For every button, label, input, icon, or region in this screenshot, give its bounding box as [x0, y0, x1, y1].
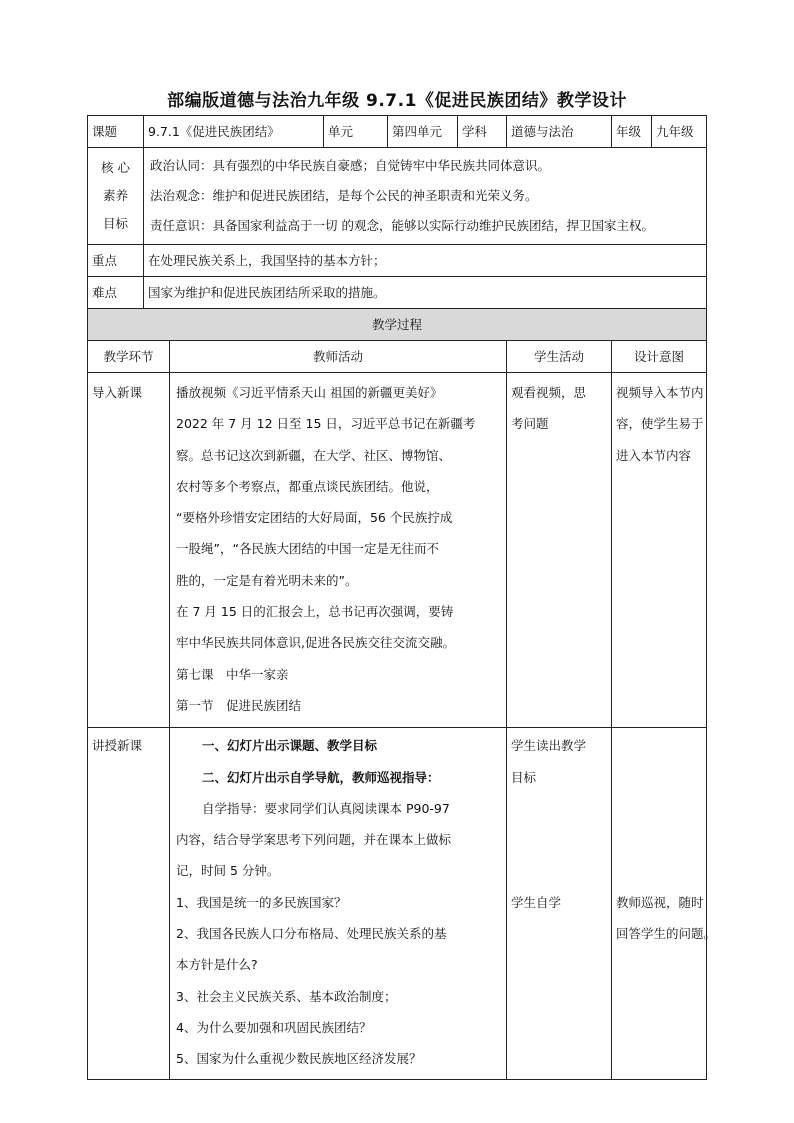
teacher-activity-cell: 播放视频《习近平情系天山 祖国的新疆更美好》 2022 年 7 月 12 日至 15 日，习近平总书记在新疆考 察。总书记这次到新疆，在大学、社区、博物馆、 农村等多个考察点，都重点谈民族团结。他说， “要格外珍惜安定团结的大好局面，56 个民族拧成 一股绳”，“各民族大团结的中国一定是无往而不 胜的，一定是有着光明未来的”。 在 7 月 15 日的汇报会上，总书记再次强调，要铸 牢中华民族共同体意识,促进各民族交往交流交融。 第七课 中华一家亲 第一节 促进民族团结	[170, 373, 507, 728]
core-item: 责任意识：具备国家利益高于一切 的观念，能够以实际行动维护民族团结，捍卫国家主权。	[150, 218, 654, 233]
lesson-label: 课题	[88, 116, 144, 148]
col-student: 学生活动	[507, 341, 612, 373]
difficulty-text: 国家为维护和促进民族团结所采取的措施。	[144, 277, 707, 309]
key-point-text: 在处理民族关系上，我国坚持的基本方针；	[144, 245, 707, 277]
grade-value: 九年级	[652, 116, 707, 148]
difficulty-label: 难点	[88, 277, 144, 309]
subject-value: 道德与法治	[507, 116, 612, 148]
document-title: 部编版道德与法治九年级 9.7.1《促进民族团结》教学设计	[167, 91, 627, 111]
lesson-plan-table	[87, 115, 717, 1080]
design-intent-cell: 教师巡视，随时 回答学生的问题。	[612, 728, 707, 1079]
col-stage: 教学环节	[88, 341, 170, 373]
key-point-label: 重点	[88, 245, 144, 277]
unit-value: 第四单元	[388, 116, 458, 148]
key-point-row	[88, 245, 707, 277]
column-header-row	[88, 341, 707, 373]
teacher-activity-cell: 一、幻灯片出示课题、教学目标 二、幻灯片出示自学导航，教师巡视指导： 自学指导：要求同学们认真阅读课本 P90-97 内容，结合导学案思考下列问题，并在课本上做标 记，时间 5 分钟。 1、我国是统一的多民族国家？ 2、我国各民族人口分布格局、处理民族关系的基 本方针是什么? 3、社会主义民族关系、基本政治制度； 4、为什么要加强和巩固民族团结？ 5、国家为什么重视少数民族地区经济发展？	[170, 728, 507, 1079]
col-intent: 设计意图	[612, 341, 707, 373]
core-item: 政治认同：具有强烈的中华民族自豪感；自觉铸牢中华民族共同体意识。	[150, 158, 551, 173]
stage-cell: 讲授新课	[88, 728, 170, 1079]
table-row	[88, 373, 707, 728]
process-header-row	[88, 309, 707, 341]
design-intent-cell: 视频导入本节内 容，使学生易于 进入本节内容	[612, 373, 707, 728]
student-activity-cell: 观看视频，思 考问题	[507, 373, 612, 728]
subject-label: 学科	[458, 116, 507, 148]
unit-label: 单元	[324, 116, 388, 148]
difficulty-row	[88, 277, 707, 309]
process-header: 教学过程	[88, 309, 707, 341]
core-literacy-row	[88, 148, 707, 245]
grade-label: 年级	[612, 116, 652, 148]
core-literacy-label: 核 心 素养 目标	[88, 148, 144, 245]
table-row	[88, 728, 707, 1079]
student-activity-cell: 学生读出教学 目标 学生自学	[507, 728, 612, 1079]
lesson-value: 9.7.1《促进民族团结》	[144, 116, 324, 148]
core-literacy-items	[144, 148, 707, 245]
info-row	[88, 116, 707, 148]
core-item: 法治观念：维护和促进民族团结，是每个公民的神圣职责和光荣义务。	[150, 188, 538, 203]
stage-cell: 导入新课	[88, 373, 170, 728]
col-teacher: 教师活动	[170, 341, 507, 373]
